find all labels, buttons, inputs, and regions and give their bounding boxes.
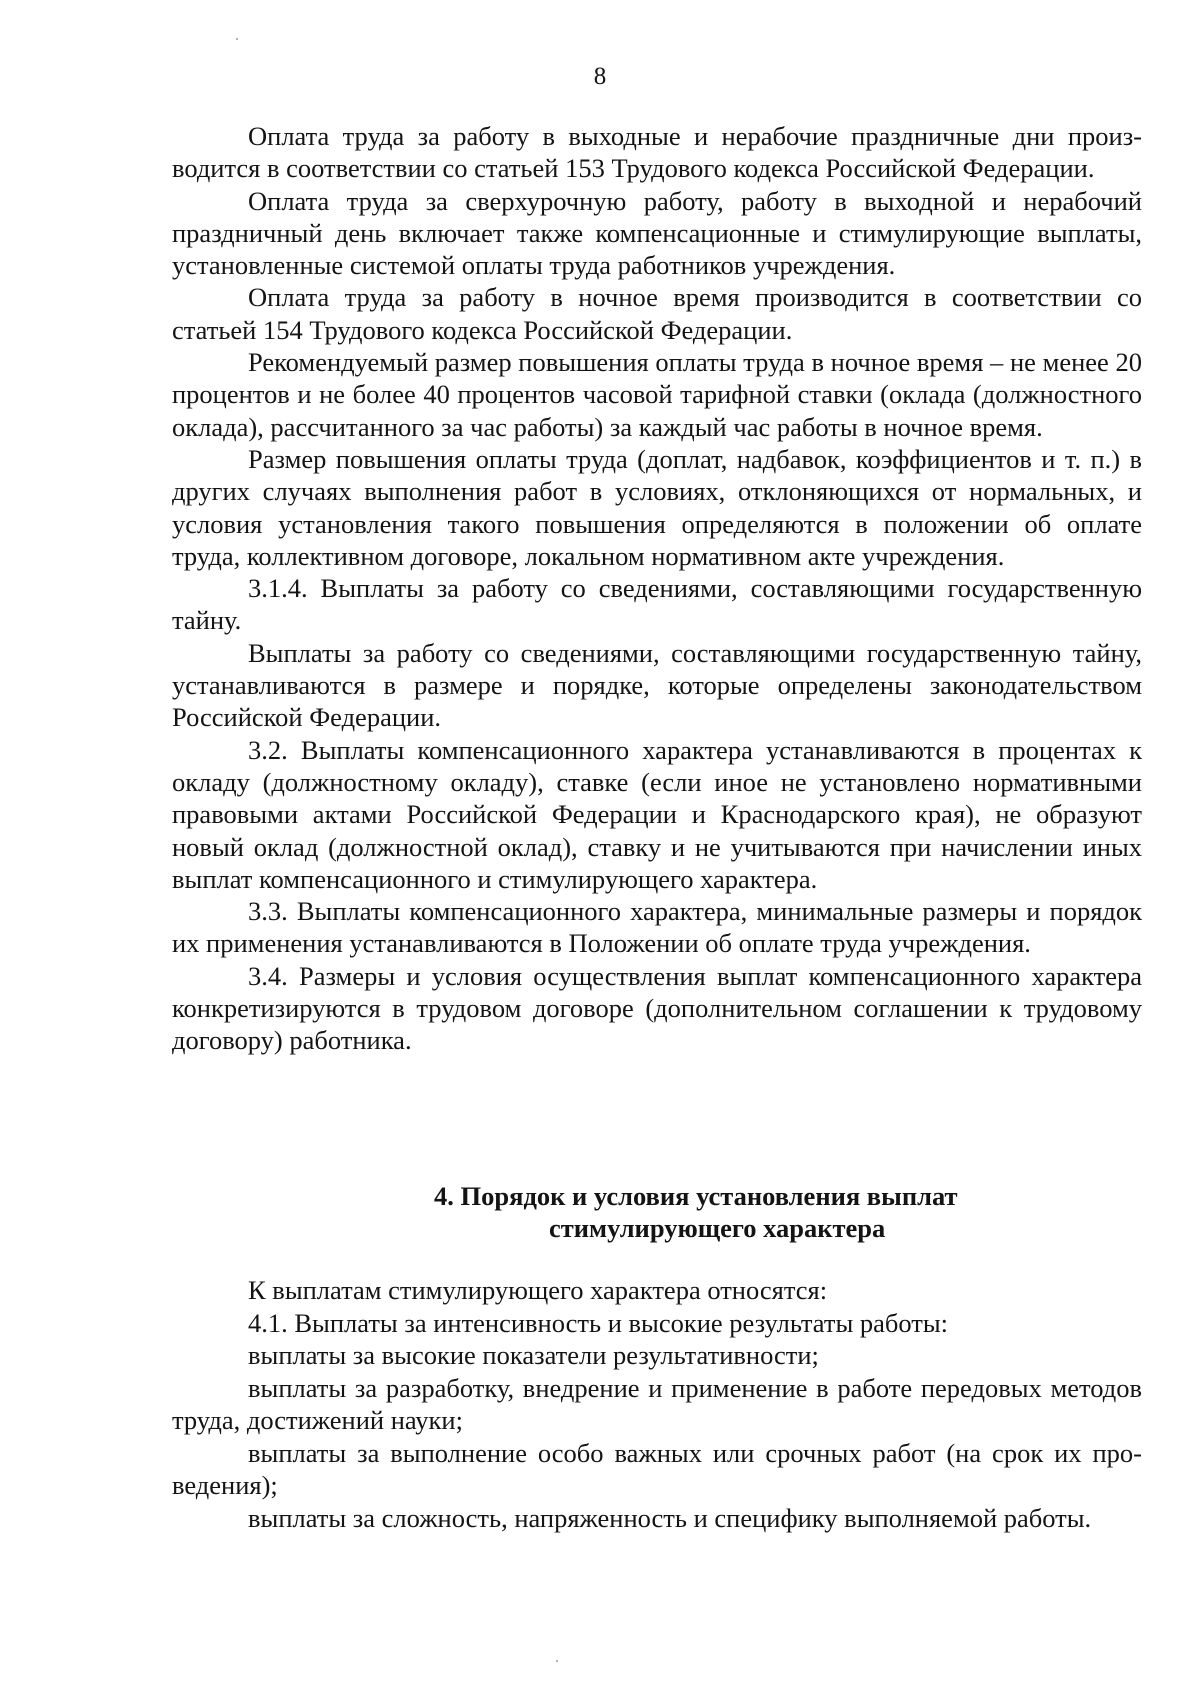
paragraph-other-conditions: Размер повышения оплаты труда (доплат, надбавок, коэффициентов и т. п.) в других случаях выполнения работ в условиях, отклоняющихся от нормальных, и условия установления такого повышения определяются в положении об оплате труда, коллективном договоре, локальном нормативном акте учреждения. <box>172 443 1142 571</box>
paragraph-clause-3-1-4: 3.1.4. Выплаты за работу со сведениями, составляющими государственную тайну. <box>172 573 1142 636</box>
list-item-advanced-methods: выплаты за разработку, внедрение и применение в работе передовых методов труда, достижений науки; <box>172 1372 1142 1435</box>
list-item-performance: выплаты за высокие показатели результативности; <box>248 1340 819 1370</box>
page-number: 8 <box>593 63 607 90</box>
paragraph-night-pay: Оплата труда за работу в ночное время производится в соответствии со статьей 154 Трудового кодекса Российской Федерации. <box>172 282 1142 345</box>
section-4-heading <box>172 1180 1142 1244</box>
section-4-heading-line-1: 4. Порядок и условия установления выплат <box>434 1181 958 1211</box>
section-4-text <box>172 1274 1142 1534</box>
paragraph-holiday-pay: Оплата труда за работу в выходные и нерабочие праздничные дни производится в соответствии со статьей 153 Трудового кодекса Российской Федерации. <box>172 121 1142 184</box>
list-item-urgent-work: выплаты за выполнение особо важных или срочных работ (на срок их проведения); <box>172 1437 1142 1500</box>
paragraph-state-secret-pay: Выплаты за работу со сведениями, составляющими государственную тайну, устанавливаются в размере и порядке, которые определены законодательством Российской Федерации. <box>172 637 1142 733</box>
paragraph-night-pay-rate: Рекомендуемый размер повышения оплаты труда в ночное время – не менее 20 процентов и не более 40 процентов часовой тарифной ставки (оклада (должностного оклада), рассчитанного за час работы) за каждый час работы в ночное время. <box>172 347 1142 442</box>
scan-speck <box>556 1660 558 1662</box>
list-item-complexity: выплаты за сложность, напряженность и специфику выполняемой работы. <box>248 1502 1092 1533</box>
section-3-text <box>172 120 1142 1057</box>
paragraph-clause-3-3: 3.3. Выплаты компенсационного характера, минимальные размеры и порядок их применения устанавливаются в Положении об оплате труда учреждения. <box>172 896 1142 959</box>
paragraph-clause-3-4: 3.4. Размеры и условия осуществления выплат компенсационного характера конкретизируются в трудовом договоре (дополнительном соглашении к трудовому договору) работника. <box>172 960 1142 1056</box>
section-4-heading-line-2: стимулирующего характера <box>549 1213 886 1243</box>
paragraph-clause-3-2: 3.2. Выплаты компенсационного характера устанавливаются в процентах к окладу (должностному окладу), ставке (если иное не установлено нормативными правовыми актами Российской Федерации и Краснодарского края), не образуют новый оклад (должностной оклад), ставку и не учитываются при начислении иных выплат компенсационного и стимулирующего характера. <box>172 734 1142 894</box>
paragraph-clause-4-1: 4.1. Выплаты за интенсивность и высокие результаты работы: <box>248 1307 949 1338</box>
paragraph-intro: К выплатам стимулирующего характера относятся: <box>248 1275 828 1305</box>
paragraph-overtime-pay: Оплата труда за сверхурочную работу, работу в выходной и нерабочий праздничный день включает также компенсационные и стимулирующие выплаты, установленные системой оплаты труда работников учреждения. <box>172 185 1142 281</box>
scan-speck <box>236 38 238 40</box>
